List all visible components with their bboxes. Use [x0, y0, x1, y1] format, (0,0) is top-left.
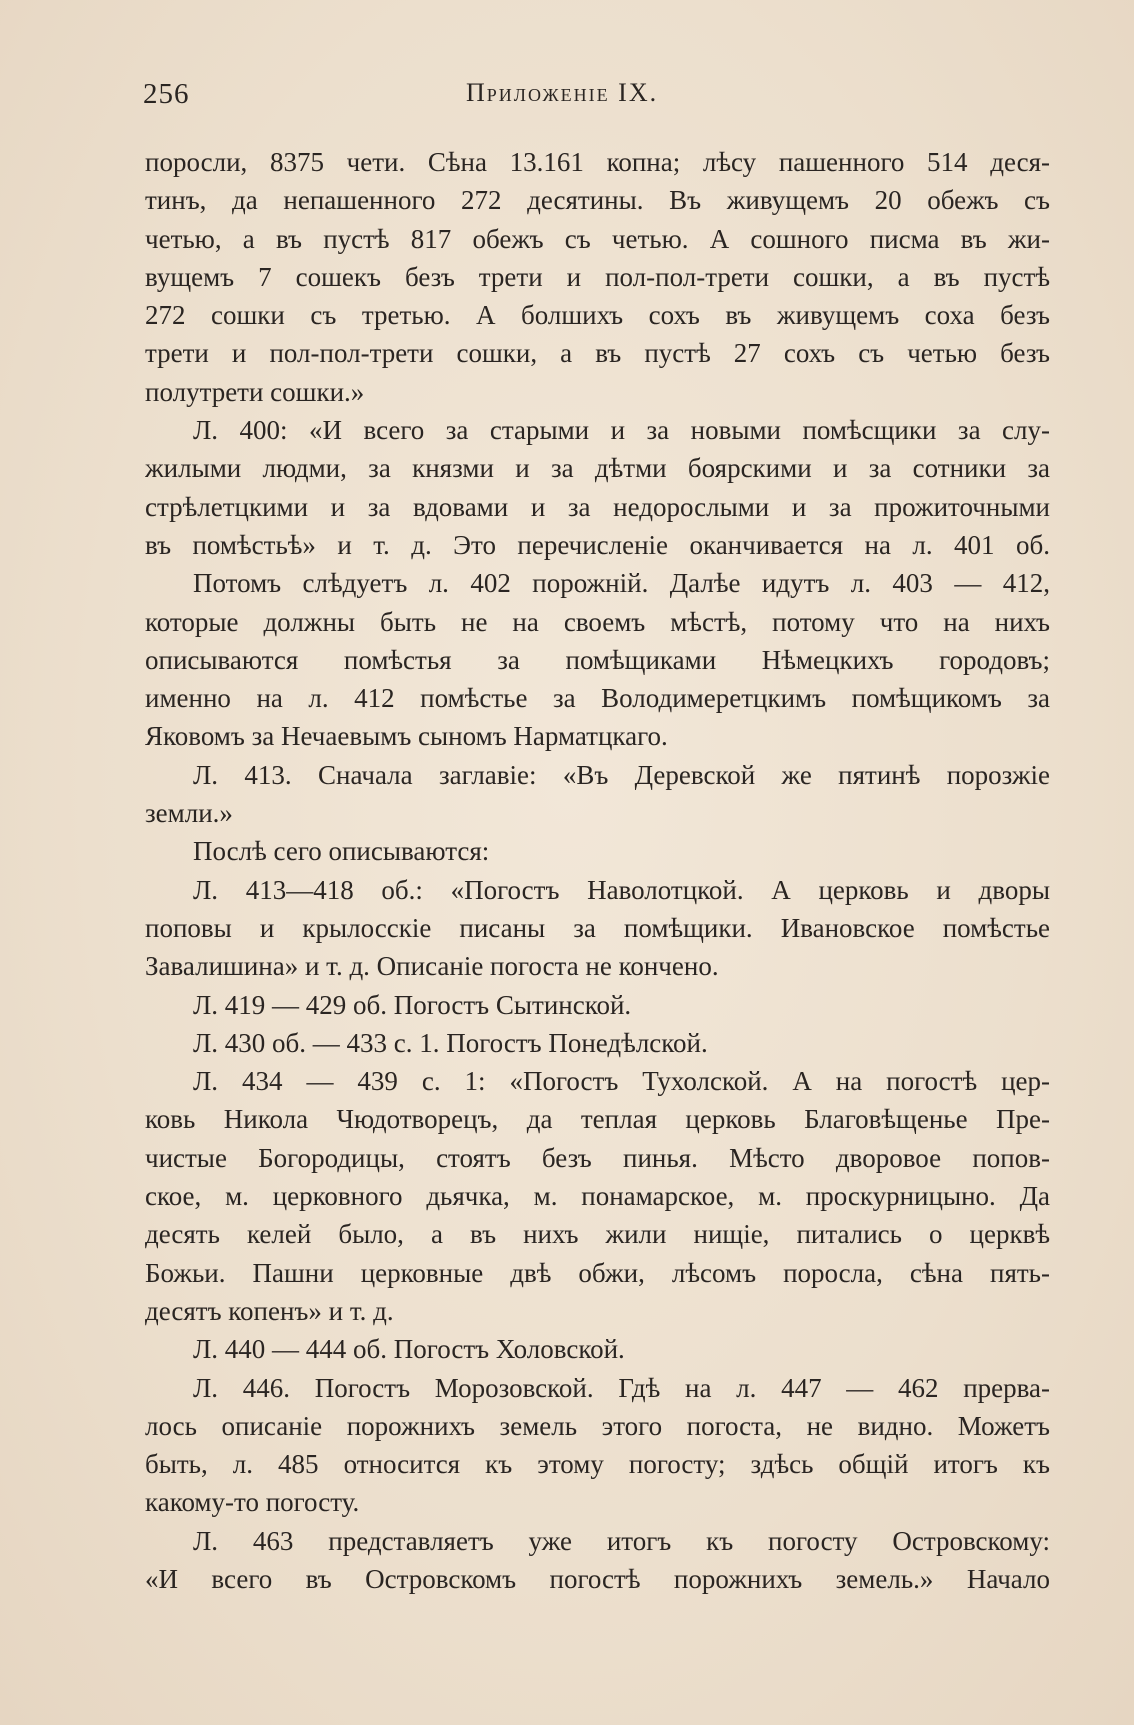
text-line: трети и пол-пол-трети сошки, а въ пустѣ 27 сохъ съ четью безъ: [145, 338, 1050, 369]
text-line: чистые Богородицы, стоятъ безъ пинья. Мѣсто дворовое попов-: [145, 1142, 1050, 1173]
text-line: быть, л. 485 относится къ этому погосту; здѣсь общій итогъ къ: [145, 1449, 1050, 1480]
text-line: Божьи. Пашни церковные двѣ обжи, лѣсомъ поросла, сѣна пять-: [145, 1257, 1050, 1288]
running-head: Приложеніе IX.: [466, 78, 659, 107]
text-line: Л. 430 об. — 433 с. 1. Погостъ Понедѣлской.: [193, 1027, 708, 1058]
text-line: какому-то погосту.: [145, 1487, 360, 1518]
text-line: поповы и крылосскіе писаны за помѣщики. Ивановское помѣстье: [145, 912, 1050, 943]
text-line: десятъ копенъ» и т. д.: [145, 1295, 394, 1326]
text-line: четью, а въ пустѣ 817 обежъ съ четью. А сошного писма въ жи-: [145, 223, 1050, 254]
text-line: земли.»: [145, 798, 233, 829]
text-line: ковь Никола Чюдотворецъ, да теплая церковь Благовѣщенье Пре-: [145, 1104, 1050, 1135]
text-line: 272 сошки съ третью. А болшихъ сохъ въ живущемъ соха безъ: [145, 300, 1050, 331]
text-line: Л. 419 — 429 об. Погостъ Сытинской.: [193, 989, 632, 1020]
text-line: описываются помѣстья за помѣщиками Нѣмецкихъ городовъ;: [145, 644, 1050, 675]
text-line: именно на л. 412 помѣстье за Володимеретцкимъ помѣщикомъ за: [145, 683, 1050, 714]
text-line: жилыми людми, за князми и за дѣтми боярскими и за сотники за: [145, 453, 1050, 484]
text-line: Завалишина» и т. д. Описаніе погоста не кончено.: [145, 951, 719, 982]
text-line: десять келей было, а въ нихъ жили нищіе, питались о церквѣ: [145, 1219, 1050, 1250]
text-line: которые должны быть не на своемъ мѣстѣ, потому что на нихъ: [145, 606, 1050, 637]
text-line: Л. 463 представляетъ уже итогъ къ погосту Островскому:: [193, 1525, 1050, 1556]
text-line: стрѣлетцкими и за вдовами и за недорослыми и за прожиточными: [145, 491, 1050, 522]
text-line: Л. 446. Погостъ Морозовской. Гдѣ на л. 447 — 462 прерва-: [193, 1372, 1050, 1403]
body-text: [145, 143, 1050, 1598]
text-line: въ помѣстьѣ» и т. д. Это перечисленіе оканчивается на л. 401 об.: [145, 529, 1050, 560]
text-line: вущемъ 7 сошекъ безъ трети и пол-пол-трети сошки, а въ пустѣ: [145, 261, 1050, 292]
text-line: поросли, 8375 чети. Сѣна 13.161 копна; лѣсу пашенного 514 деся-: [145, 147, 1050, 177]
text-line: тинъ, да непашенного 272 десятины. Въ живущемъ 20 обежъ съ: [145, 185, 1050, 216]
text-line: лось описаніе порожнихъ земель этого погоста, не видно. Можетъ: [145, 1410, 1050, 1441]
page-header: [143, 78, 1043, 118]
text-line: Л. 434 — 439 с. 1: «Погостъ Тухолской. А на погостѣ цер-: [193, 1066, 1050, 1097]
text-line: Л. 400: «И всего за старыми и за новыми помѣсщики за слу-: [193, 415, 1050, 446]
text-line: Л. 413—418 об.: «Погостъ Наволотцкой. А церковь и дворы: [193, 874, 1050, 905]
page-number: 256: [143, 78, 190, 110]
text-line: Потомъ слѣдуетъ л. 402 порожній. Далѣе идутъ л. 403 — 412,: [193, 568, 1050, 599]
text-line: полутрети сошки.»: [145, 376, 365, 407]
text-line: «И всего въ Островскомъ погостѣ порожнихъ земель.» Начало: [145, 1563, 1050, 1594]
text-line: Л. 440 — 444 об. Погостъ Холовской.: [193, 1334, 625, 1365]
text-line: Л. 413. Сначала заглавіе: «Въ Деревской же пятинѣ порозжіе: [193, 759, 1050, 790]
text-line: Яковомъ за Нечаевымъ сыномъ Нарматцкаго.: [145, 721, 668, 752]
text-line: ское, м. церковного дьячка, м. понамарское, м. проскурницыно. Да: [145, 1181, 1050, 1212]
text-line: Послѣ сего описываются:: [193, 836, 490, 867]
